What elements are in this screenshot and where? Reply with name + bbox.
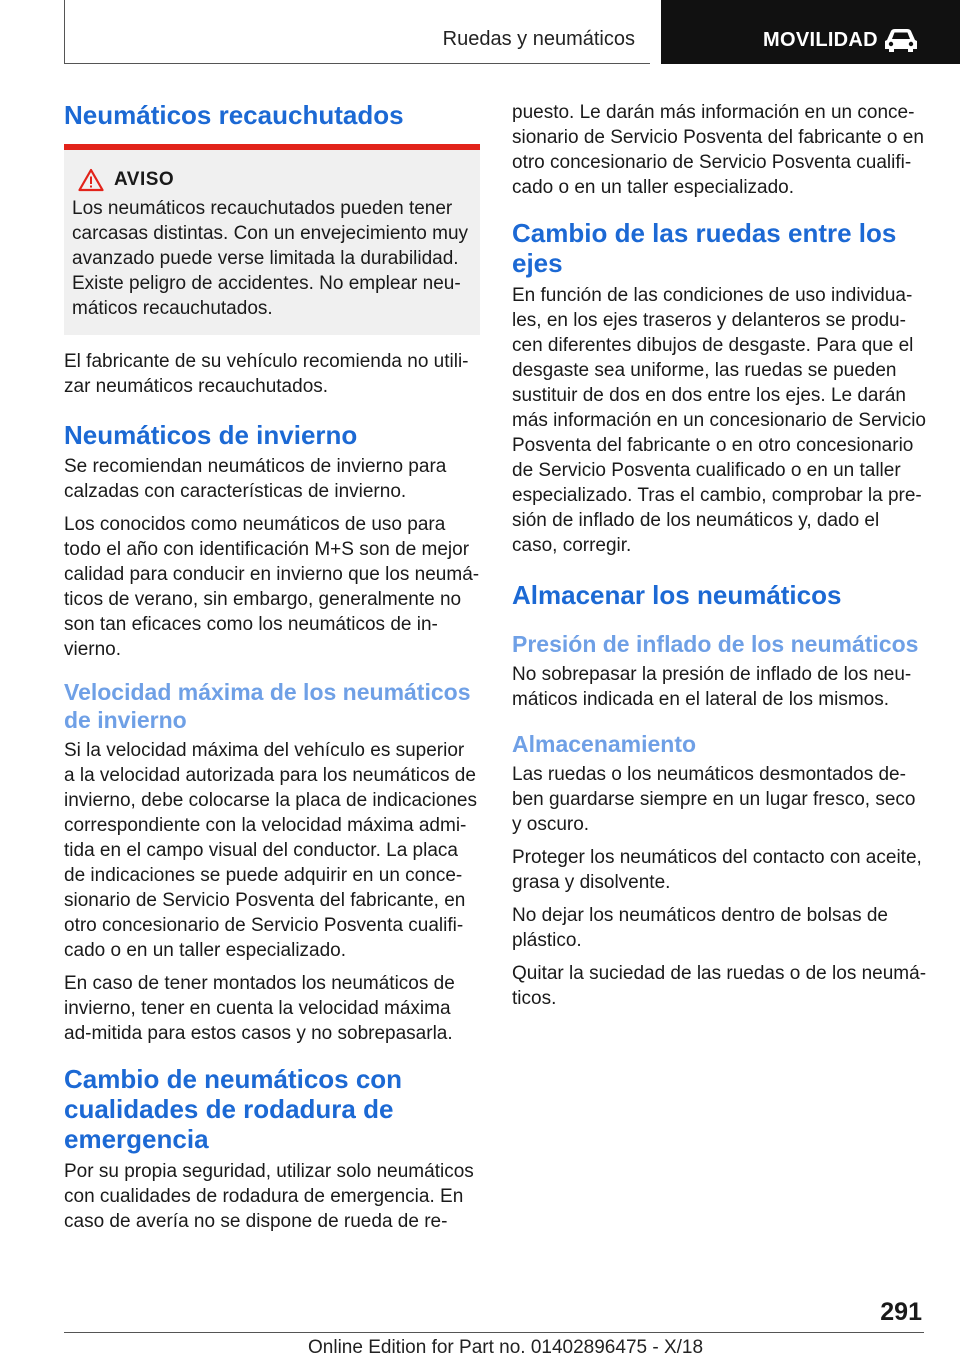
paragraph-recauchutados: El fabricante de su vehículo recomienda no utili‐zar neumáticos recauchutados. <box>64 351 469 397</box>
heading-cambio-ejes: Cambio de las ruedas entre los ejes <box>512 218 897 278</box>
paragraph-velocidad-1: Si la velocidad máxima del vehículo es superior a la velocidad autorizada para los neumáticos de invierno, debe colocarse la placa de indicaciones correspondiente con la velocidad máxima admi‐tida en el campo visual del conductor. La placa de indicaciones se puede adquirir en un conce‐sionario de Servicio Posventa del fabricante, en otro concesionario de Servicio Posventa cualifi‐cado o en un taller especializado. <box>64 740 477 961</box>
heading-almacenar: Almacenar los neumáticos <box>512 580 842 610</box>
paragraph-almacenamiento-4: Quitar la suciedad de las ruedas o de los neumá‐ticos. <box>512 963 927 1009</box>
heading-recauchutados: Neumáticos recauchutados <box>64 100 404 130</box>
paragraph-emergencia: Por su propia seguridad, utilizar solo neumáticos con cualidades de rodadura de emergencia. En caso de avería no se dispone de rueda de re‐ <box>64 1161 474 1232</box>
footer-rule <box>64 1332 924 1333</box>
warning-title: AVISO <box>114 169 175 190</box>
page-number: 291 <box>880 1298 922 1326</box>
footer-edition: Online Edition for Part no. 01402896475 - X/18 <box>308 1337 704 1358</box>
warning-header <box>72 164 470 196</box>
header-chapter-label: MOVILIDAD <box>763 29 878 51</box>
heading-presion: Presión de inflado de los neumáticos <box>512 631 919 657</box>
warning-triangle-icon <box>78 168 104 192</box>
warning-text: Los neumáticos recauchutados pueden tener carcasas distintas. Con un envejecimiento muy avanzado puede verse limitada la durabilidad. Existe peligro de accidentes. No emplear neu‐máticos recauchutados. <box>72 198 469 319</box>
header-left-rule <box>64 0 65 64</box>
paragraph-continuation: puesto. Le darán más información en un conce‐sionario de Servicio Posventa del fabricante o en otro concesionario de Servicio Posventa cualifi‐cado o en un taller especializado. <box>512 102 924 198</box>
paragraph-invierno-2: Los conocidos como neumáticos de uso para todo el año con identificación M+S son de mejor calidad para conducir en invierno que los neumá‐ticos de verano, sin embargo, generalmente no son tan eficaces como los neumáticos de in‐vierno. <box>64 514 480 660</box>
heading-almacenamiento: Almacenamiento <box>512 731 697 757</box>
paragraph-invierno-1: Se recomiendan neumáticos de invierno para calzadas con características de invierno. <box>64 456 447 502</box>
heading-emergencia: Cambio de neumáticos con cualidades de rodadura de emergencia <box>64 1064 403 1154</box>
right-column <box>512 100 928 1011</box>
paragraph-almacenamiento-2: Proteger los neumáticos del contacto con aceite, grasa y disolvente. <box>512 847 922 893</box>
header-bottom-rule <box>64 63 650 64</box>
paragraph-almacenamiento-3: No dejar los neumáticos dentro de bolsas de plástico. <box>512 905 889 951</box>
heading-velocidad: Velocidad máxima de los neumáticos de invierno <box>64 679 471 733</box>
header-section-title: Ruedas y neumáticos <box>442 28 635 50</box>
paragraph-presion: No sobrepasar la presión de inflado de los neu‐máticos indicada en el lateral de los mismos. <box>512 664 912 710</box>
paragraph-cambio-ejes: En función de las condiciones de uso individua‐les, en los ejes traseros y delanteros se produ‐cen diferentes dibujos de desgaste. Para que el desgaste sea uniforme, las ruedas se pueden sustituir de dos en dos entre los ejes. Le darán más información en un concesionario de Servicio Posventa del fabricante o en otro concesionario de Servicio Posventa cualificado o en un taller especializado. Tras el cambio, comprobar la pre‐sión de inflado de los neumáticos y, dado el caso, corregir. <box>512 285 926 556</box>
left-column <box>64 100 480 1234</box>
warning-box <box>64 150 480 335</box>
header-chapter-tab <box>661 0 960 64</box>
paragraph-almacenamiento-1: Las ruedas o los neumáticos desmontados de‐ben guardarse siempre en un lugar fresco, seco y oscuro. <box>512 764 916 835</box>
heading-invierno: Neumáticos de invierno <box>64 420 358 450</box>
car-icon <box>881 26 921 54</box>
paragraph-velocidad-2: En caso de tener montados los neumáticos de invierno, tener en cuenta la velocidad máxima ad‐mitida para estos casos y no sobrepasarla. <box>64 973 455 1044</box>
